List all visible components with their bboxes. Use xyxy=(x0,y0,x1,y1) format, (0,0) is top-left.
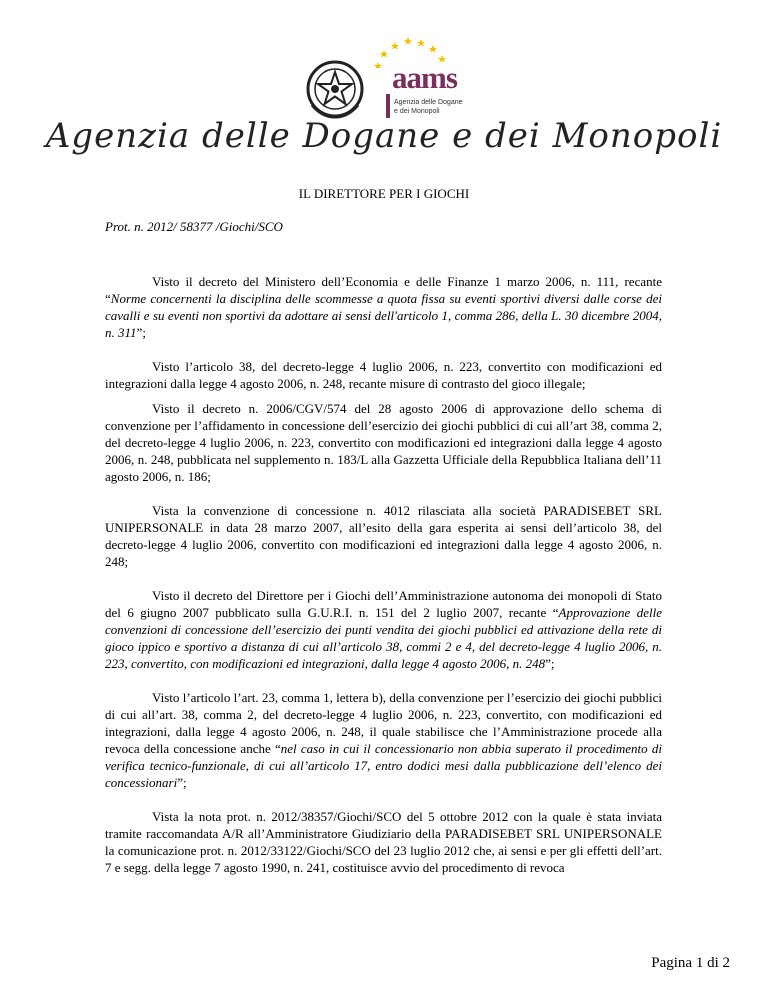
italic-quote: Norme concernenti la disciplina delle scommesse a quota fissa su eventi sportivi diversi dalle corse dei cavalli e su eventi non sportivi da adottare ai sensi dell'articolo 1, comma 286, della L. 30 dicembre 2004, n. 311 xyxy=(105,291,662,340)
paragraph-2 xyxy=(105,358,662,392)
logo-bar xyxy=(386,94,390,118)
paragraph-text: Vista la convenzione di concessione n. 4012 rilasciata alla società PARADISEBET SRL UNIPERSONALE in data 28 marzo 2007, all’esito della gara esperita ai sensi dell’articolo 38, del decreto-legge 4 luglio 2006, convertito con modificazioni ed integrazioni dalla legge 4 agosto 2006, n. 248; xyxy=(105,503,662,569)
paragraph-3 xyxy=(105,400,662,485)
protocol-number: Prot. n. 2012/ 58377 /Giochi/SCO xyxy=(105,219,283,234)
document-body xyxy=(105,273,662,884)
paragraph-text: Visto il decreto del Direttore per i Giochi dell’Amministrazione autonoma dei monopoli di Stato del 6 giugno 2007 pubblicato sulla G.U.R.I. n. 151 del 2 luglio 2007, recante “ xyxy=(105,588,662,620)
italic-quote: Approvazione delle convenzioni di concessione dell’esercizio dei punti vendita dei giochi pubblici ed attivazione della rete di gioco ippico e sportivo a distanza di cui all’articolo 38, commi 2 e 4, del decreto-legge 4 luglio 2006, n. 223, convertito, con modificazioni ed integrazioni, dalla legge 4 agosto 2006, n. 248 xyxy=(105,605,662,671)
agency-name: Agenzia delle Dogane e dei Monopoli xyxy=(45,116,723,156)
paragraph-6 xyxy=(105,689,662,791)
paragraph-text: Vista la nota prot. n. 2012/38357/Giochi/SCO del 5 ottobre 2012 con la quale è stata inviata tramite raccomandata A/R all’Amministratore Giudiziario della PARADISEBET SRL UNIPERSONALE la comunicazione prot. n. 2012/33122/Giochi/SCO del 23 luglio 2012 che, ai sensi e per gli effetti dell’art. 7 e segg. della legge 7 agosto 1990, n. 241, costituisce avvio del procedimento di revoca xyxy=(105,809,662,875)
paragraph-text: Visto l’articolo l’art. 23, comma 1, lettera b), della convenzione per l’esercizio dei giochi pubblici di cui all’art. 38, comma 2, del decreto-legge 4 luglio 2006, n. 223, convertito, con modificazioni ed integrazioni, dalla legge 4 agosto 2006, n. 248, il quale stabilisce che l’Amministrazione procede alla revoca della concessione anche “ xyxy=(105,690,662,756)
paragraph-text: ”; xyxy=(545,656,555,671)
italian-republic-emblem-icon xyxy=(302,55,368,121)
paragraph-4 xyxy=(105,502,662,570)
paragraph-5 xyxy=(105,587,662,672)
italic-quote: nel caso in cui il concessionario non abbia superato il procedimento di verifica tecnico-funzionale, di cui all’articolo 17, entro dodici mesi dalla pubblicazione dell’elenco dei concessionari xyxy=(105,741,662,790)
director-title: IL DIRETTORE PER I GIOCHI xyxy=(298,186,470,201)
paragraph-text: Visto il decreto n. 2006/CGV/574 del 28 agosto 2006 di approvazione dello schema di convenzione per l’affidamento in concessione dell’esercizio dei giochi pubblici di cui all’art 38, comma 2, del decreto-legge 4 luglio 2006, n. 223, convertito con modificazioni ed integrazioni dalla legge 4 agosto 2006, n. 248, pubblicata nel supplemento n. 183/L alla Gazzetta Ufficiale della Repubblica Italiana dell’11 agosto 2006, n. 186; xyxy=(105,401,662,484)
paragraph-text: Visto l’articolo 38, del decreto-legge 4 luglio 2006, n. 223, convertito con modificazioni ed integrazioni dalla legge 4 agosto 2006, n. 248, recante misure di contrasto del gioco illegale; xyxy=(105,359,662,391)
page-number: Pagina 1 di 2 xyxy=(651,955,730,971)
aams-wordmark: aams xyxy=(392,60,457,95)
paragraph-7 xyxy=(105,808,662,876)
paragraph-text: ”; xyxy=(136,325,146,340)
paragraph-1 xyxy=(105,273,662,341)
paragraph-text: Visto il decreto del Ministero dell’Economia e delle Finanze 1 marzo 2006, n. 111, recante “ xyxy=(105,274,662,306)
paragraph-text: ”; xyxy=(177,775,187,790)
logo-subtitle-line-1: Agenzia delle Dogane xyxy=(394,99,463,106)
logo-subtitle xyxy=(394,98,463,116)
logo-subtitle-line-2: e dei Monopoli xyxy=(394,108,440,115)
aams-logo xyxy=(368,36,468,128)
